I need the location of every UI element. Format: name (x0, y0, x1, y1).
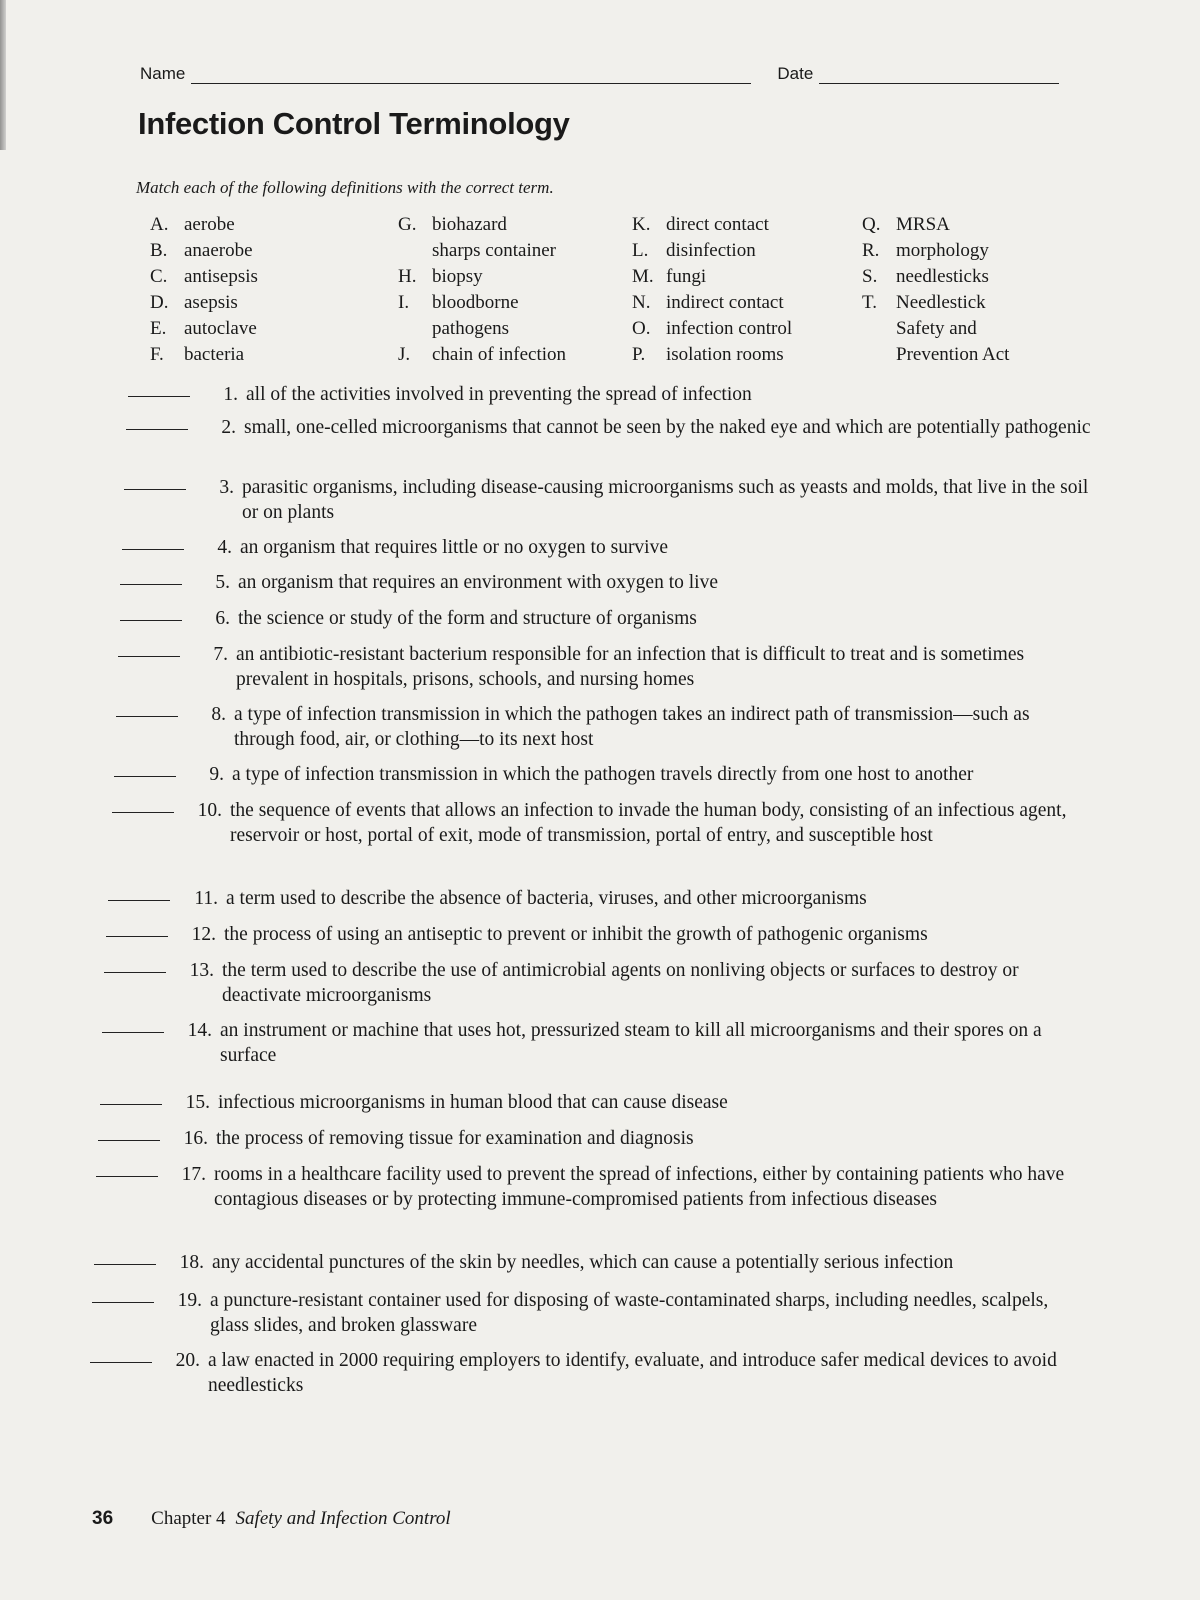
term-name: needlesticks (896, 266, 989, 287)
term-item (150, 290, 258, 316)
question-row (114, 762, 1092, 787)
answer-blank[interactable] (128, 382, 190, 397)
question-text: parasitic organisms, including disease-causing microorganisms such as yeasts and molds, that live in the soil or on plants (242, 477, 1089, 523)
term-letter: G. (398, 214, 417, 235)
chapter-label: Chapter 4 (151, 1508, 226, 1529)
answer-blank[interactable] (124, 475, 186, 490)
question-number: 15. (185, 1092, 210, 1113)
page-edge-shadow (0, 0, 6, 150)
term-name: bloodborne (432, 292, 519, 313)
term-letter: R. (862, 240, 880, 261)
term-name: antisepsis (184, 266, 258, 287)
term-name: Prevention Act (896, 344, 1010, 365)
question-row (126, 415, 1104, 440)
answer-blank[interactable] (116, 702, 178, 717)
answer-blank[interactable] (122, 535, 184, 550)
term-name: Safety and (896, 318, 977, 339)
question-text: the science or study of the form and structure of organisms (238, 608, 697, 629)
term-list (150, 212, 1070, 382)
answer-blank[interactable] (118, 642, 180, 657)
term-name: MRSA (896, 214, 950, 235)
question-number: 7. (213, 644, 228, 665)
question-row (122, 535, 1100, 560)
question-number: 11. (194, 888, 218, 909)
header-fields (140, 60, 1070, 84)
question-number: 10. (197, 800, 222, 821)
term-item (862, 212, 1009, 238)
term-name: disinfection (666, 240, 756, 261)
term-item (862, 290, 1009, 316)
term-letter: P. (632, 344, 646, 365)
answer-blank[interactable] (126, 415, 188, 430)
term-item (150, 238, 258, 264)
chapter-title: Safety and Infection Control (235, 1508, 451, 1529)
answer-blank[interactable] (98, 1126, 160, 1141)
answer-blank[interactable] (114, 762, 176, 777)
question-row (90, 1348, 1068, 1398)
question-text: any accidental punctures of the skin by needles, which can cause a potentially serious infection (212, 1252, 954, 1273)
term-letter: L. (632, 240, 649, 261)
term-letter: O. (632, 318, 651, 339)
name-field[interactable] (191, 65, 751, 84)
question-row (128, 382, 1106, 407)
term-item (632, 316, 792, 342)
question-row (124, 475, 1102, 525)
question-number: 16. (183, 1128, 208, 1149)
question-number: 13. (189, 960, 214, 981)
question-row (120, 606, 1098, 631)
term-item (398, 290, 566, 316)
term-item (398, 238, 566, 264)
term-name: infection control (666, 318, 793, 339)
term-letter (862, 342, 896, 368)
question-number: 6. (215, 608, 230, 629)
term-item (398, 342, 566, 368)
question-row (94, 1250, 1072, 1275)
term-item (632, 212, 792, 238)
term-name: fungi (666, 266, 707, 287)
term-letter: K. (632, 214, 651, 235)
answer-blank[interactable] (90, 1348, 152, 1363)
term-name: asepsis (184, 292, 238, 313)
term-letter: H. (398, 266, 417, 287)
question-row (96, 1162, 1074, 1212)
question-number: 18. (179, 1252, 204, 1273)
term-letter: S. (862, 266, 878, 287)
question-number: 9. (209, 764, 224, 785)
question-text: an antibiotic-resistant bacterium responsible for an infection that is difficult to treat and is sometimes prevalent in hospitals, prisons, schools, and nursing homes (236, 644, 1025, 690)
question-text: the process of using an antiseptic to prevent or inhibit the growth of pathogenic organisms (224, 924, 928, 945)
term-letter (862, 316, 896, 342)
term-letter: C. (150, 266, 168, 287)
answer-blank[interactable] (96, 1162, 158, 1177)
answer-blank[interactable] (92, 1288, 154, 1303)
page-title: Infection Control Terminology (138, 106, 570, 141)
term-item (862, 342, 1009, 368)
term-letter: T. (862, 292, 877, 313)
question-number: 1. (223, 384, 238, 405)
term-column-3 (632, 212, 792, 368)
term-item (398, 316, 566, 342)
question-text: a term used to describe the absence of bacteria, viruses, and other microorganisms (226, 888, 867, 909)
question-text: an instrument or machine that uses hot, pressurized steam to kill all microorganisms and their spores on a surface (220, 1020, 1042, 1066)
term-item (398, 264, 566, 290)
date-field[interactable] (819, 65, 1059, 84)
term-letter: J. (398, 344, 411, 365)
question-number: 20. (175, 1350, 200, 1371)
term-name: anaerobe (184, 240, 253, 261)
question-row (100, 1090, 1078, 1115)
page-number: 36 (92, 1508, 114, 1529)
answer-blank[interactable] (94, 1250, 156, 1265)
term-name: pathogens (432, 318, 510, 339)
term-letter: D. (150, 292, 169, 313)
question-text: infectious microorganisms in human blood that can cause disease (218, 1092, 728, 1113)
term-name: Needlestick (896, 292, 986, 313)
term-item (632, 238, 792, 264)
term-letter (398, 238, 432, 264)
question-text: a puncture-resistant container used for disposing of waste-contaminated sharps, including needles, scalpels, glass slides, and broken glassware (210, 1290, 1049, 1336)
term-item (150, 212, 258, 238)
term-name: direct contact (666, 214, 769, 235)
question-text: a type of infection transmission in which the pathogen takes an indirect path of transmission—such as through food, air, or clothing—to its next host (234, 704, 1030, 750)
question-row (120, 570, 1098, 595)
term-item (632, 290, 792, 316)
answer-blank[interactable] (102, 1018, 164, 1033)
question-number: 5. (215, 572, 230, 593)
question-number: 8. (211, 704, 226, 725)
page-footer (92, 1508, 451, 1530)
answer-blank[interactable] (100, 1090, 162, 1105)
term-name: autoclave (184, 318, 257, 339)
term-name: aerobe (184, 214, 235, 235)
question-text: the process of removing tissue for examination and diagnosis (216, 1128, 694, 1149)
term-letter: E. (150, 318, 167, 339)
question-number: 19. (177, 1290, 202, 1311)
question-number: 4. (217, 537, 232, 558)
question-row (102, 1018, 1080, 1068)
question-row (104, 958, 1082, 1008)
question-text: all of the activities involved in preventing the spread of infection (246, 384, 752, 405)
question-row (112, 798, 1090, 848)
name-label: Name (140, 64, 186, 83)
term-name: isolation rooms (666, 344, 784, 365)
instructions: Match each of the following definitions with the correct term. (136, 178, 554, 197)
question-row (106, 922, 1084, 947)
term-item (862, 264, 1009, 290)
answer-blank[interactable] (120, 606, 182, 621)
term-letter: Q. (862, 214, 881, 235)
question-text: a law enacted in 2000 requiring employers to identify, evaluate, and introduce safer medical devices to avoid needlesticks (208, 1350, 1057, 1396)
question-number: 14. (187, 1020, 212, 1041)
term-letter: B. (150, 240, 168, 261)
term-name: indirect contact (666, 292, 784, 313)
answer-blank[interactable] (106, 922, 168, 937)
question-row (108, 886, 1086, 911)
answer-blank[interactable] (108, 886, 170, 901)
term-column-1 (150, 212, 258, 368)
answer-blank[interactable] (120, 570, 182, 585)
term-item (632, 342, 792, 368)
term-name: morphology (896, 240, 989, 261)
term-item (862, 238, 1009, 264)
question-text: an organism that requires an environment with oxygen to live (238, 572, 718, 593)
term-letter (398, 316, 432, 342)
question-text: an organism that requires little or no oxygen to survive (240, 537, 669, 558)
term-letter: N. (632, 292, 651, 313)
question-row (116, 702, 1094, 752)
term-name: biopsy (432, 266, 483, 287)
term-item (398, 212, 566, 238)
question-number: 12. (191, 924, 216, 945)
term-letter: F. (150, 344, 164, 365)
term-letter: M. (632, 266, 654, 287)
answer-blank[interactable] (104, 958, 166, 973)
term-letter: I. (398, 292, 410, 313)
term-column-4 (862, 212, 1009, 368)
question-text: the term used to describe the use of antimicrobial agents on nonliving objects or surfaces to destroy or deactivate microorganisms (222, 960, 1019, 1006)
term-column-2 (398, 212, 566, 368)
question-text: rooms in a healthcare facility used to prevent the spread of infections, either by containing patients who have contagious diseases or by protecting immune-compromised patients from infectious diseases (214, 1164, 1065, 1210)
term-name: chain of infection (432, 344, 567, 365)
date-label: Date (777, 64, 814, 83)
question-row (92, 1288, 1070, 1338)
term-name: sharps container (432, 240, 556, 261)
term-item (632, 264, 792, 290)
term-item (862, 316, 1009, 342)
term-item (150, 342, 258, 368)
question-number: 2. (221, 417, 236, 438)
question-row (118, 642, 1096, 692)
term-name: bacteria (184, 344, 245, 365)
term-name: biohazard (432, 214, 507, 235)
question-text: a type of infection transmission in which the pathogen travels directly from one host to another (232, 764, 974, 785)
question-number: 3. (219, 477, 234, 498)
question-text: small, one-celled microorganisms that cannot be seen by the naked eye and which are potentially pathogenic (244, 417, 1091, 438)
term-letter: A. (150, 214, 169, 235)
term-item (150, 264, 258, 290)
question-text: the sequence of events that allows an infection to invade the human body, consisting of an infectious agent, reservoir or host, portal of exit, mode of transmission, portal of entry, and susceptible host (230, 800, 1067, 846)
term-item (150, 316, 258, 342)
question-number: 17. (181, 1164, 206, 1185)
answer-blank[interactable] (112, 798, 174, 813)
question-row (98, 1126, 1076, 1151)
